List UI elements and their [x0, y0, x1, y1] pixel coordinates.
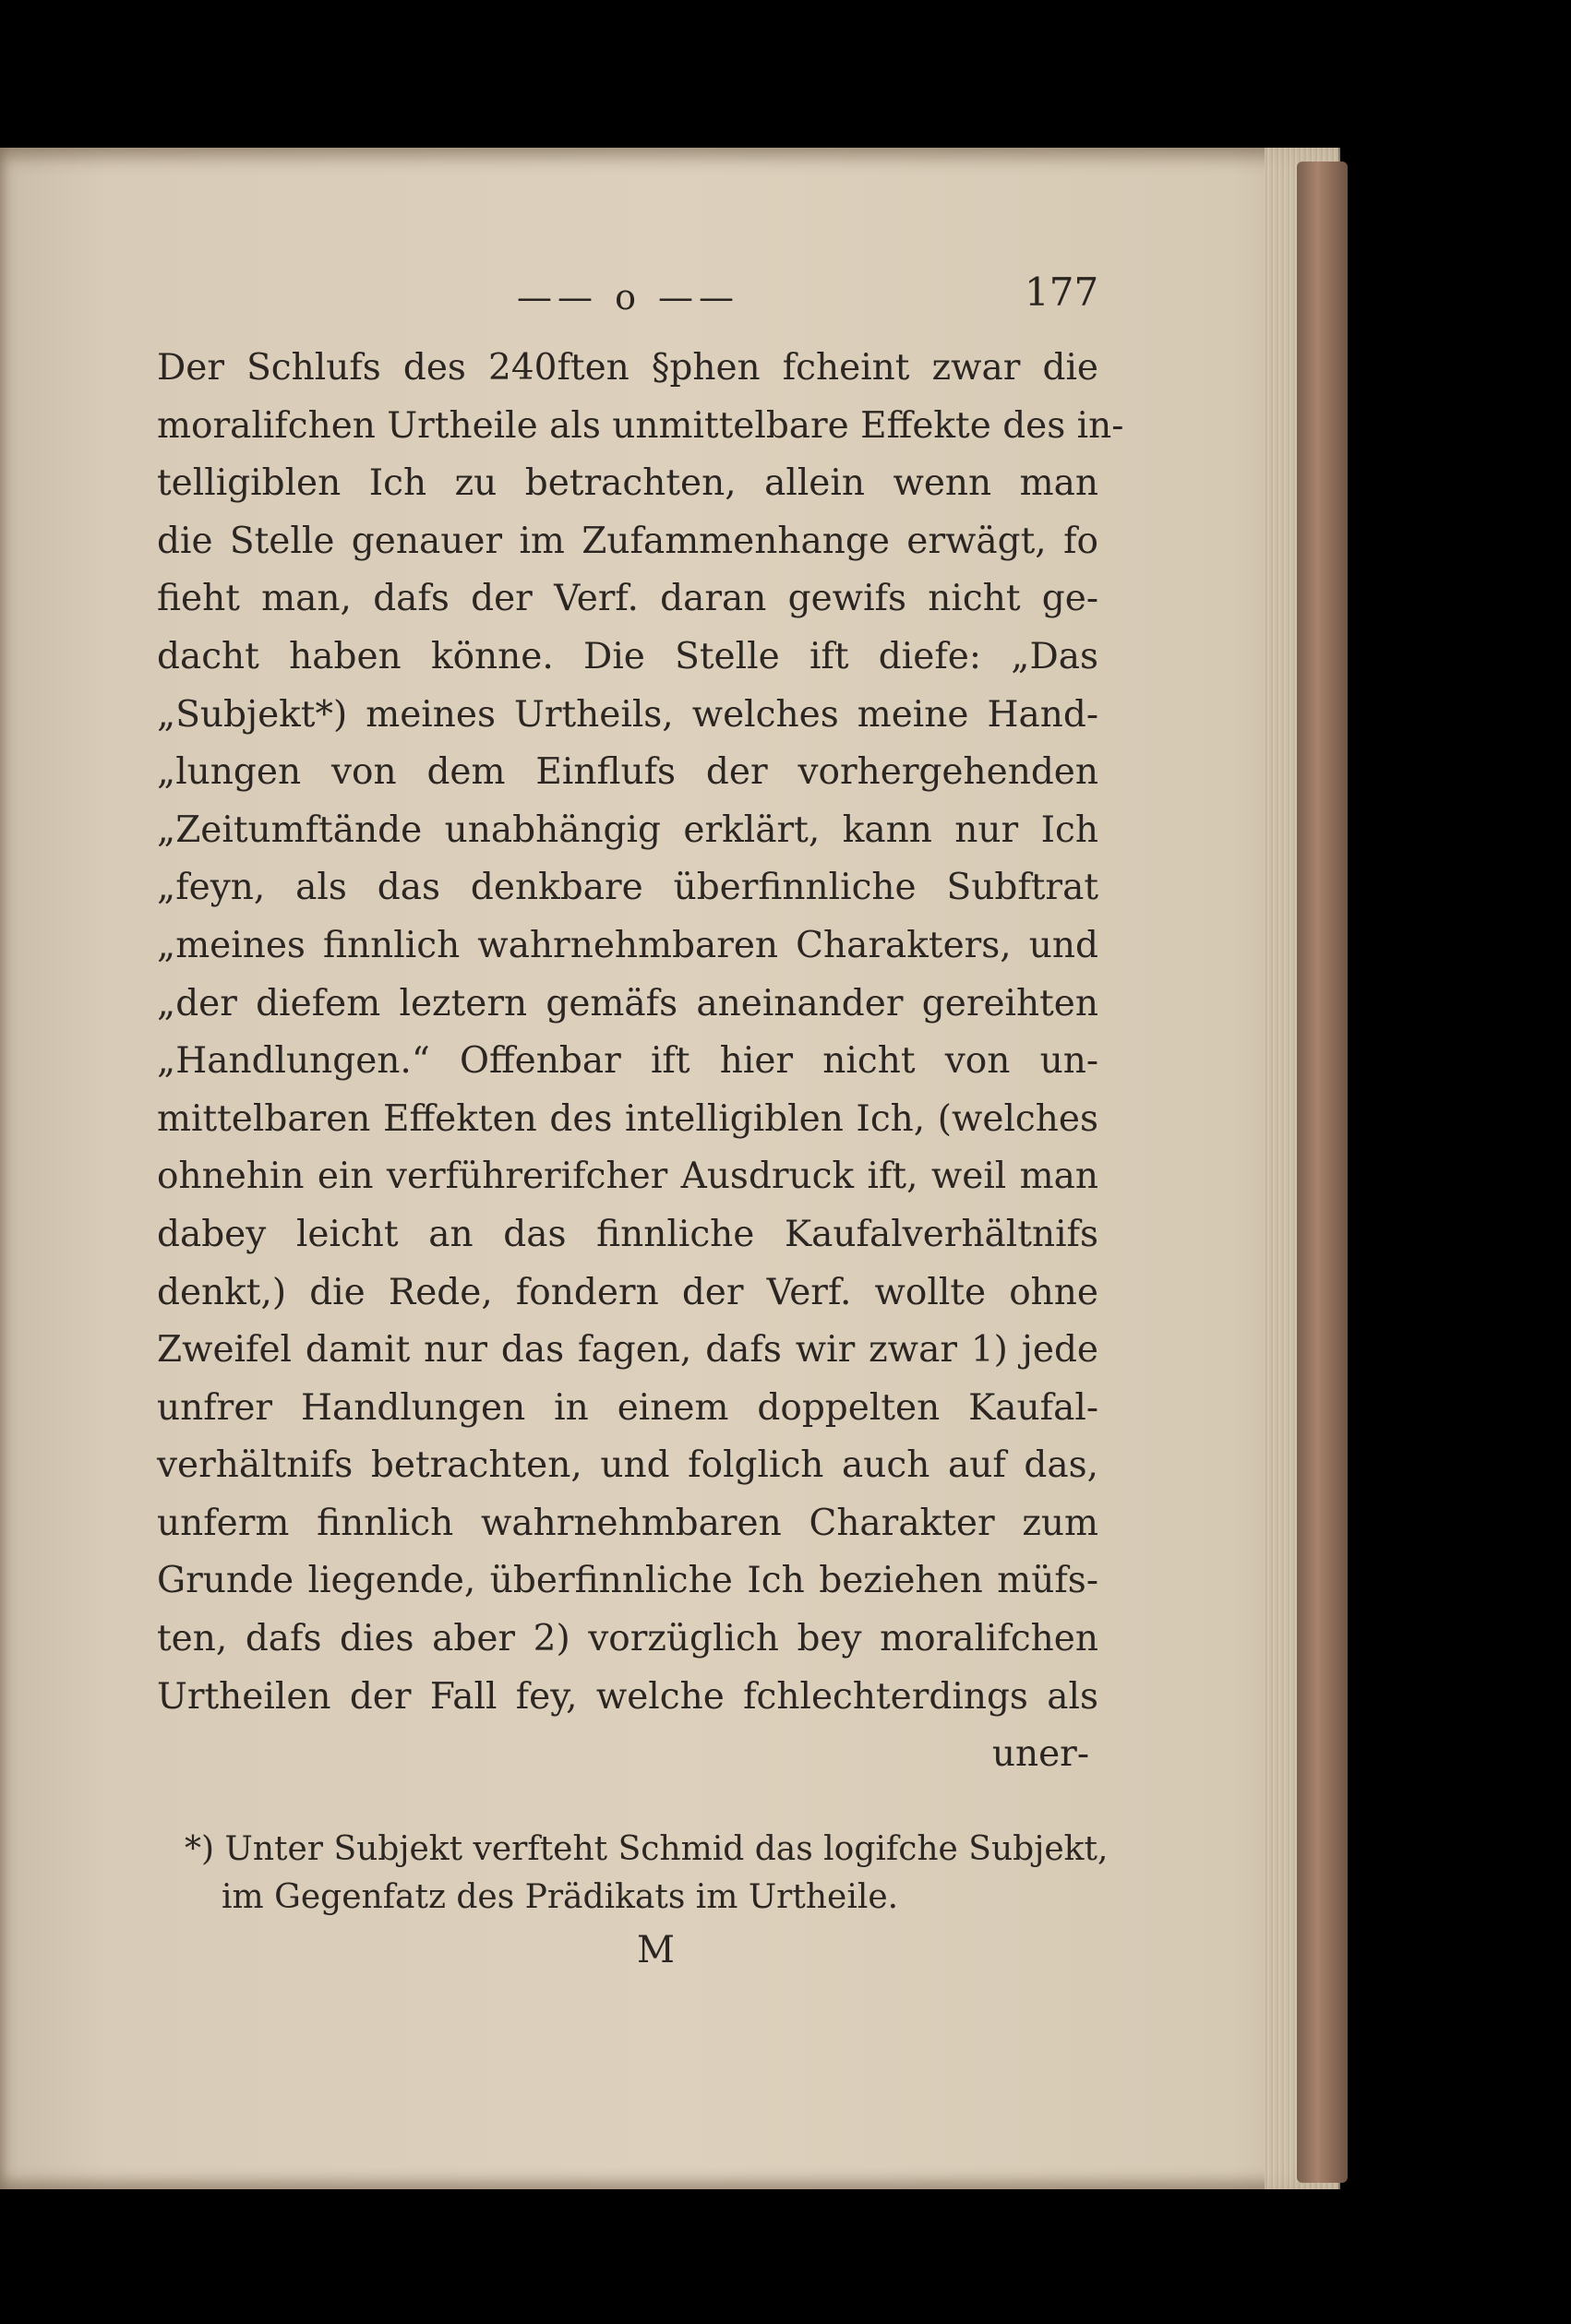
footnotes — [185, 1826, 1109, 1922]
text-line: moralifchen Urtheile als unmittelbare Effekte des in- — [157, 404, 1124, 447]
page-header — [498, 270, 1108, 325]
text-line: telligiblen Ich zu betrachten, allein wenn man — [157, 462, 1098, 505]
footnote-line: im Gegenfatz des Prädikats im Urtheile. — [222, 1878, 899, 1916]
text-line: die Stelle genauer im Zufammenhange erwägt, fo — [157, 520, 1098, 562]
signature-mark: M — [637, 1929, 675, 1971]
text-line: fieht man, dafs der Verf. daran gewifs nicht ge- — [157, 578, 1098, 620]
text-line: „feyn, als das denkbare überfinnliche Subftrat — [157, 867, 1098, 909]
text-line: „Subjekt*) meines Urtheils, welches meine Hand- — [157, 693, 1098, 736]
text-line: unfrer Handlungen in einem doppelten Kaufal- — [157, 1386, 1098, 1429]
text-line: dabey leicht an das finnliche Kaufalverhältnifs — [157, 1213, 1098, 1255]
text-line: mittelbaren Effekten des intelligiblen Ich, (welches — [157, 1097, 1098, 1140]
footnote-line: *) Unter Subjekt verfteht Schmid das logifche Subjekt, — [185, 1830, 1109, 1868]
text-line: ten, dafs dies aber 2) vorzüglich bey moralifchen — [157, 1618, 1098, 1660]
catchword: uner- — [991, 1733, 1089, 1776]
text-line: ohnehin ein verführerifcher Ausdruck ift, weil man — [157, 1156, 1098, 1198]
text-line: „der diefem leztern gemäfs aneinander gereihten — [157, 982, 1098, 1024]
text-line: „Handlungen.“ Offenbar ift hier nicht von un- — [157, 1040, 1098, 1083]
header-ornament: —— o —— — [517, 277, 740, 317]
text-line: Grunde liegende, überfinnliche Ich beziehen müfs- — [157, 1560, 1098, 1602]
text-line: „lungen von dem Einflufs der vorhergehenden — [157, 751, 1098, 794]
body-text — [157, 340, 1124, 1784]
text-line: „meines finnlich wahrnehmbaren Charakters, und — [157, 924, 1098, 966]
text-line: Der Schlufs des 240ften §phen fcheint zwar die — [157, 347, 1098, 389]
text-line: verhältnifs betrachten, und folglich auch auf das, — [157, 1444, 1098, 1487]
text-line: Zweifel damit nur das fagen, dafs wir zwar 1) jede — [157, 1329, 1098, 1372]
text-line: dacht haben könne. Die Stelle ift diefe: „Das — [157, 635, 1098, 677]
text-line: Urtheilen der Fall fey, welche fchlechterdings als — [157, 1675, 1098, 1718]
book-spine-edge — [1297, 162, 1348, 2183]
text-line: unferm finnlich wahrnehmbaren Charakter zum — [157, 1502, 1098, 1544]
page-number: 177 — [1025, 270, 1099, 315]
text-line: „Zeitumftände unabhängig erklärt, kann nur Ich — [157, 809, 1098, 851]
text-line: denkt,) die Rede, fondern der Verf. wollte ohne — [157, 1271, 1098, 1313]
